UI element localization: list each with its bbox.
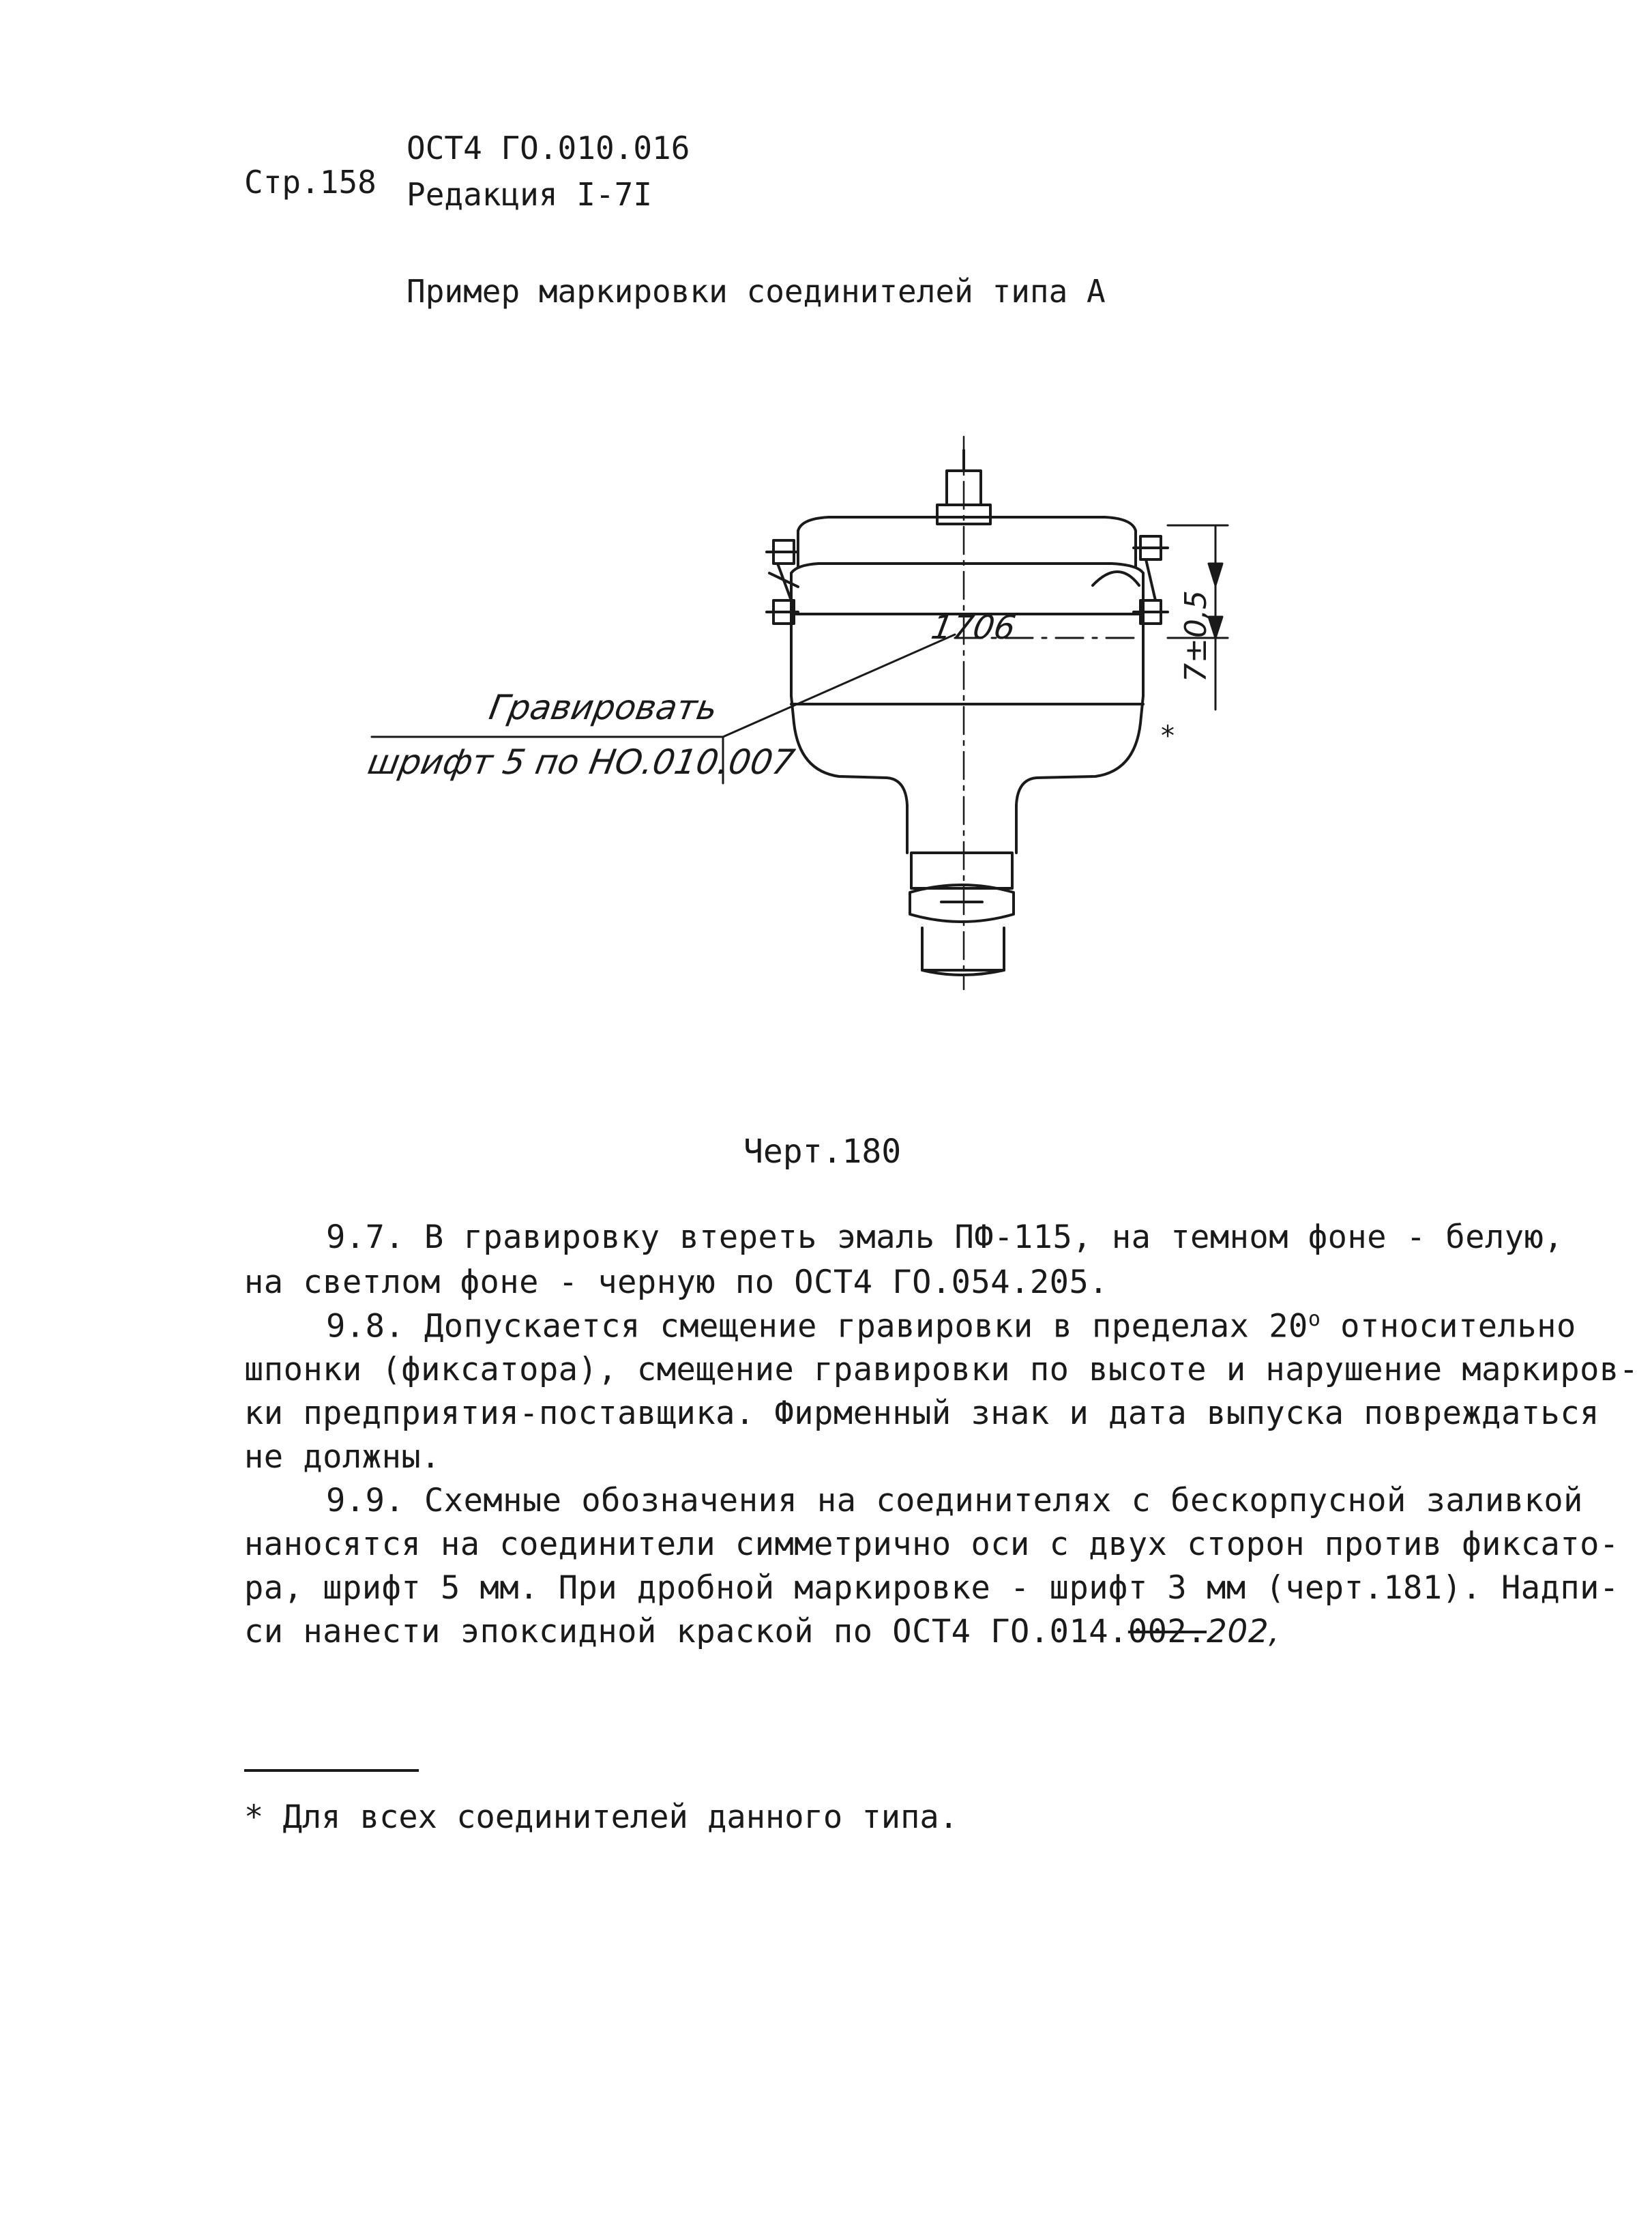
p98-line1: 9.8. Допускается смещение гравировки в пределах $20^о$ относительно bbox=[326, 1307, 1576, 1345]
dimension-mark: * bbox=[1161, 720, 1175, 752]
footnote bbox=[244, 1798, 958, 1836]
connector-nut bbox=[910, 853, 1014, 975]
p97-line2: на светлом фоне - черную по ОСТ4 ГО.054.205. bbox=[244, 1264, 1109, 1301]
engrave-label-line2: шрифт 5 по НО.010.007 bbox=[364, 742, 798, 782]
p98-line3: ки предприятия-поставщика. Фирменный знак и дата выпуска повреждаться bbox=[244, 1395, 1599, 1432]
left-clamp bbox=[767, 540, 798, 624]
page-number: Стр.158 bbox=[244, 164, 377, 201]
connector-drawing bbox=[0, 0, 1652, 1010]
p99-line2: наносятся на соединители симметрично оси с двух сторон против фиксато- bbox=[244, 1526, 1619, 1563]
right-clamp bbox=[1134, 536, 1168, 624]
p99-line1: 9.9. Схемные обозначения на соединителях с бескорпусной заливкой bbox=[326, 1482, 1583, 1519]
connector-cap bbox=[791, 517, 1143, 585]
leader-line bbox=[723, 635, 955, 737]
figure-title: Пример маркировки соединителей типа А bbox=[407, 273, 1106, 310]
standard-number: ОСТ4 ГО.010.016 bbox=[407, 130, 690, 166]
handwritten-correction: 202, bbox=[1207, 1613, 1280, 1650]
footnote-rule bbox=[244, 1769, 419, 1772]
edition: Редакция I-7I bbox=[407, 176, 653, 213]
p98-line4: не должны. bbox=[244, 1438, 441, 1476]
degree-mark: о bbox=[1308, 1307, 1321, 1331]
dimension-text: 7±0,5 bbox=[1179, 590, 1213, 682]
p99-line4: си нанести эпоксидной краской по ОСТ4 ГО.014.002.202, bbox=[244, 1613, 1280, 1650]
p97-line1: 9.7. В гравировку втереть эмаль ПФ-115, на темном фоне - белую, bbox=[326, 1219, 1564, 1256]
p99-line3: ра, шрифт 5 мм. При дробной маркировке - шрифт 3 мм (черт.181). Надпи- bbox=[244, 1569, 1619, 1607]
struck-text: 002. bbox=[1127, 1613, 1207, 1650]
p98-line2: шпонки (фиксатора), смещение гравировки по высоте и нарушение маркиров- bbox=[244, 1351, 1639, 1388]
footnote-mark: * bbox=[244, 1798, 264, 1836]
engrave-label-line1: Гравировать bbox=[486, 688, 721, 727]
footnote-text: Для всех соединителей данного типа. bbox=[282, 1798, 958, 1836]
marking-text: 1706 bbox=[928, 609, 1019, 647]
figure-caption: Черт.180 bbox=[743, 1133, 902, 1171]
